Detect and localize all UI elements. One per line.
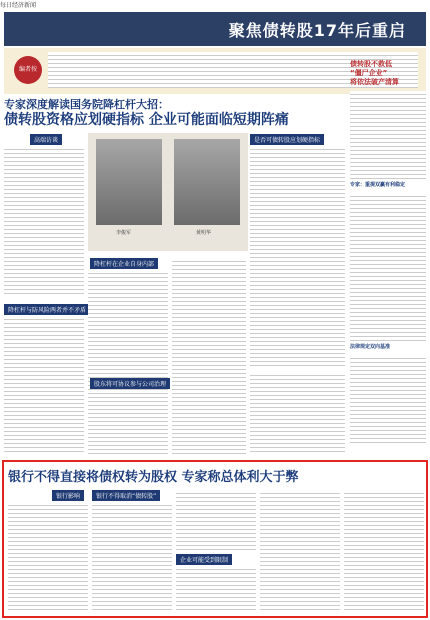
- photo-box: [88, 133, 248, 251]
- bottom-column-2: [92, 502, 172, 612]
- bottom-column-3: [176, 490, 256, 550]
- subhead-hard-criteria: 是否可债转股应划硬指标: [250, 134, 324, 145]
- bottom-column-3b: [176, 566, 256, 612]
- editor-note-badge: 编者按: [14, 56, 42, 84]
- bottom-section-tag: 银行影响: [52, 490, 84, 501]
- page-banner: [4, 12, 426, 46]
- portrait-left-caption: 李俊军: [116, 230, 132, 236]
- subhead-no-conflict: 降杠杆与防风险两者并不矛盾: [4, 304, 90, 315]
- article-column-4: [250, 146, 345, 366]
- banner-title: 聚焦债转股17年后重启: [228, 21, 406, 40]
- article-column-2: [88, 270, 168, 454]
- right-article-2: [350, 193, 426, 343]
- section-tag-interview: 高端访谈: [30, 134, 62, 145]
- article-column-4b: [250, 372, 345, 454]
- right-sidebar: [350, 60, 426, 460]
- right-headline-2: “僵尸企业”: [350, 69, 388, 77]
- subhead-internal: 降杠杆在企业自身内部: [90, 258, 158, 269]
- bottom-subhead-2: 企业可能受到限制: [176, 554, 232, 565]
- bottom-column-1: [8, 502, 88, 612]
- masthead: [0, 0, 430, 12]
- bottom-subhead-1: 银行不得取消“债转股”: [92, 490, 160, 501]
- right-headline-1: 债转股不救低: [350, 60, 392, 68]
- main-headline-line1: 专家深度解读国务院降杠杆大招：: [4, 98, 169, 111]
- article-column-1: [4, 146, 84, 296]
- portrait-left: [96, 139, 162, 225]
- right-subhead-2: 法律规定双向基准: [350, 344, 391, 350]
- right-article-1: [350, 91, 426, 181]
- article-column-3: [172, 258, 246, 454]
- right-headline-3: 将依法破产清算: [350, 78, 399, 86]
- portrait-right: [174, 139, 240, 225]
- bottom-column-5: [344, 490, 424, 612]
- portrait-right-caption: 黄明华: [196, 230, 212, 236]
- subhead-governance: 股东将可协议参与公司治理: [90, 378, 170, 389]
- bottom-headline: 银行不得直接将债权转为股权 专家称总体利大于弊: [8, 470, 299, 485]
- article-column-1b: [4, 316, 84, 454]
- main-headline-line2: 债转股资格应划硬指标 企业可能面临短期阵痛: [4, 112, 289, 128]
- bottom-column-4: [260, 490, 340, 612]
- right-article-3: [350, 355, 426, 443]
- masthead-name: 每日经济新闻: [0, 2, 37, 9]
- right-subhead-1: 专家：重提双赢有利稳定: [350, 182, 406, 188]
